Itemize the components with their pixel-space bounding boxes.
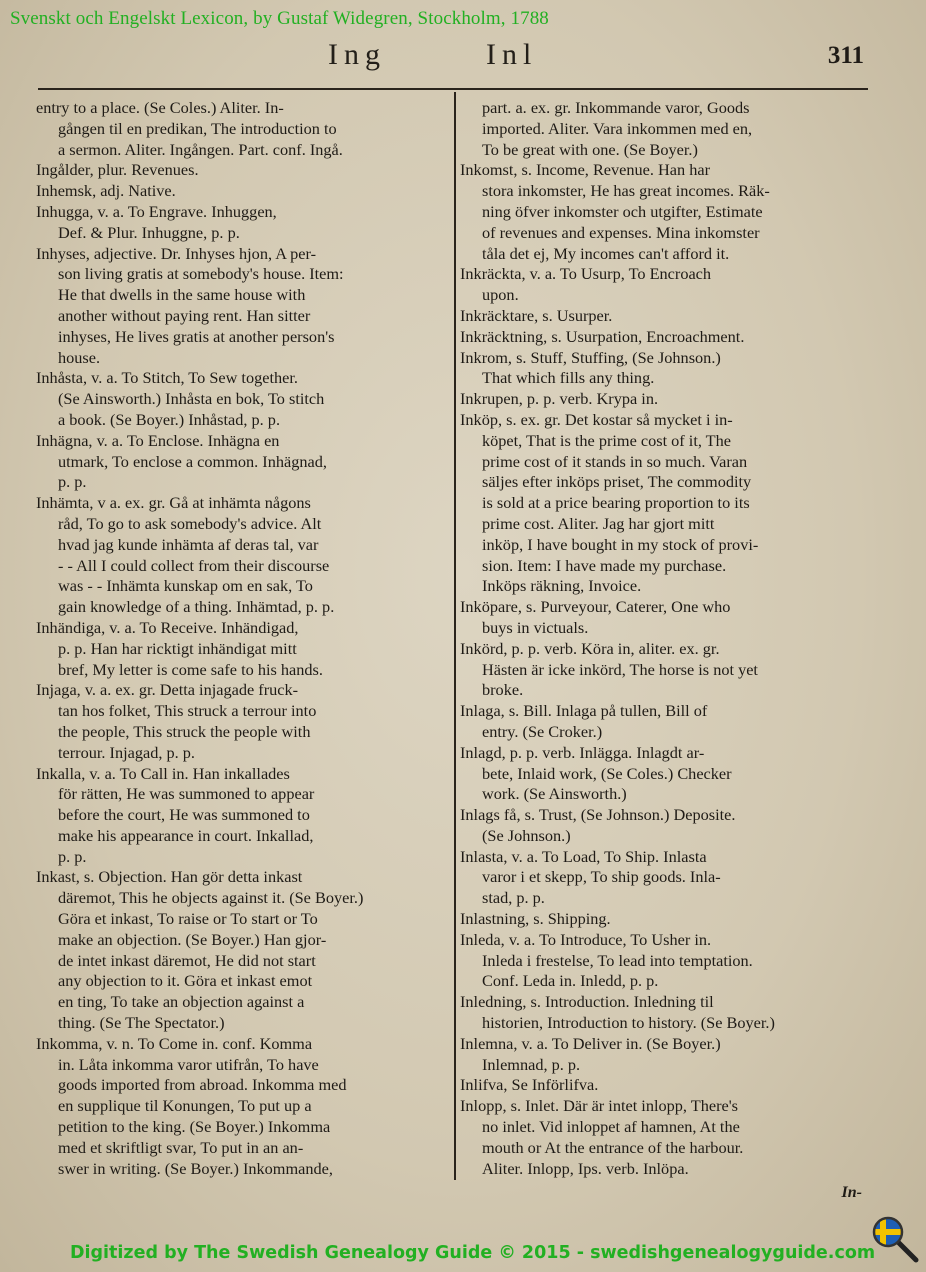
entry-line: prime cost. Aliter. Jag har gjort mitt — [482, 513, 715, 533]
entry-line: Inlemna, v. a. To Deliver in. (Se Boyer.) — [460, 1033, 721, 1053]
entry-line: Inkräcktning, s. Usurpation, Encroachment. — [460, 326, 745, 346]
entry-line: Inkalla, v. a. To Call in. Han inkallades — [36, 763, 290, 783]
entry-line: ning öfver inkomster och utgifter, Estimate — [482, 201, 763, 221]
entry-line: To be great with one. (Se Boyer.) — [482, 139, 698, 159]
entry-line: That which fills any thing. — [482, 368, 655, 388]
entry-line: of revenues and expenses. Mina inkomster — [482, 222, 760, 242]
entry-line: son living gratis at somebody's house. Item: — [58, 264, 344, 284]
entry-line: prime cost of it stands in so much. Varan — [482, 451, 748, 471]
entry-line: Aliter. Inlopp, Ips. verb. Inlöpa. — [482, 1158, 689, 1178]
left-column — [36, 98, 440, 1179]
entry-line: Inkrupen, p. p. verb. Krypa in. — [460, 389, 659, 409]
entry-line: was - - Inhämta kunskap om en sak, To — [58, 576, 313, 596]
entry-line: för rätten, He was summoned to appear — [58, 784, 315, 804]
entry-line: bref, My letter is come safe to his hands. — [58, 659, 323, 679]
entry-line: Inleda i frestelse, To lead into temptation. — [482, 950, 753, 970]
entry-line: in. Låta inkomma varor utifrån, To have — [58, 1054, 319, 1074]
entry-line: de intet inkast däremot, He did not start — [58, 950, 316, 970]
entry-line: Inkomma, v. n. To Come in. conf. Komma — [36, 1033, 313, 1053]
entry-line: Inlags få, s. Trust, (Se Johnson.) Deposite. — [460, 805, 736, 825]
entry-line: (Se Ainsworth.) Inhåsta en bok, To stitch — [58, 389, 325, 409]
entry-line: Inlopp, s. Inlet. Där är intet inlopp, There's — [460, 1096, 738, 1116]
entry-line: Inkast, s. Objection. Han gör detta inkast — [36, 867, 303, 887]
entry-line: no inlet. Vid inloppet af hamnen, At the — [482, 1117, 740, 1137]
entry-line: make his appearance in court. Inkallad, — [58, 825, 314, 845]
entry-line: Inleda, v. a. To Introduce, To Usher in. — [460, 929, 712, 949]
entry-line: Ingålder, plur. Revenues. — [36, 160, 199, 180]
running-head-right: Inl — [486, 38, 538, 71]
entry-line: Inlaga, s. Bill. Inlaga på tullen, Bill of — [460, 701, 708, 721]
entry-line: Inledning, s. Introduction. Inledning til — [460, 992, 714, 1012]
entry-line: swer in writing. (Se Boyer.) Inkommande, — [58, 1158, 333, 1178]
page-number: 311 — [827, 42, 864, 69]
entry-line: en ting, To take an objection against a — [58, 992, 305, 1012]
entry-line: Inlastning, s. Shipping. — [460, 909, 611, 929]
entry-line: Inhämta, v a. ex. gr. Gå at inhämta någons — [36, 493, 311, 513]
entry-line: entry to a place. (Se Coles.) Aliter. In- — [36, 98, 284, 117]
footer-watermark: Digitized by The Swedish Genealogy Guide © 2015 - swedishgenealogyguide.com — [70, 1243, 876, 1263]
entry-line: Inköpare, s. Purveyour, Caterer, One who — [460, 597, 731, 617]
entry-line: Hästen är icke inkörd, The horse is not yet — [482, 659, 758, 679]
entry-line: varor i et skepp, To ship goods. Inla- — [482, 867, 721, 887]
entry-line: Def. & Plur. Inhuggne, p. p. — [58, 222, 240, 242]
entry-line: Inkomst, s. Income, Revenue. Han har — [460, 160, 711, 180]
entry-line: Conf. Leda in. Inledd, p. p. — [482, 971, 659, 991]
entry-line: Göra et inkast, To raise or To start or To — [58, 909, 318, 929]
entry-line: goods imported from abroad. Inkomma med — [58, 1075, 347, 1095]
catchword: In- — [841, 1184, 862, 1201]
entry-line: Inköp, s. ex. gr. Det kostar så mycket i in- — [460, 409, 733, 429]
entry-line: inköp, I have bought in my stock of provi- — [482, 534, 759, 554]
entry-line: Inlifva, Se Införlifva. — [460, 1075, 599, 1095]
header-rule — [38, 88, 868, 90]
column-divider — [454, 92, 456, 1180]
entry-line: petition to the king. (Se Boyer.) Inkomma — [58, 1117, 331, 1137]
entry-line: before the court, He was summoned to — [58, 805, 310, 825]
entry-line: another without paying rent. Han sitter — [58, 305, 311, 325]
entry-line: Inhåsta, v. a. To Stitch, To Sew together. — [36, 368, 298, 388]
entry-line: historien, Introduction to history. (Se Boyer.) — [482, 1013, 775, 1033]
entry-line: work. (Se Ainsworth.) — [482, 784, 627, 804]
entry-line: gången til en predikan, The introduction to — [58, 118, 337, 138]
entry-line: house. — [58, 347, 101, 367]
entry-line: sion. Item: I have made my purchase. — [482, 555, 727, 575]
entry-line: Inköps räkning, Invoice. — [482, 576, 642, 596]
entry-line: part. a. ex. gr. Inkommande varor, Goods — [482, 98, 750, 117]
entry-line: med et skriftligt svar, To put in an an- — [58, 1137, 304, 1157]
entry-line: råd, To go to ask somebody's advice. Alt — [58, 513, 322, 533]
entry-line: entry. (Se Croker.) — [482, 721, 603, 741]
entry-line: - - All I could collect from their discourse — [58, 555, 330, 575]
entry-line: buys in victuals. — [482, 617, 589, 637]
entry-line: tåla det ej, My incomes can't afford it. — [482, 243, 730, 263]
entry-line: terrour. Injagad, p. p. — [58, 742, 195, 762]
entry-line: broke. — [482, 680, 524, 700]
entry-line: Inkräcktare, s. Usurper. — [460, 305, 613, 325]
entry-line: make an objection. (Se Boyer.) Han gjor- — [58, 929, 327, 949]
entry-line: Inkräckta, v. a. To Usurp, To Encroach — [460, 264, 712, 284]
entry-line: gain knowledge of a thing. Inhämtad, p. p. — [58, 597, 335, 617]
entry-line: stad, p. p. — [482, 888, 545, 908]
entry-line: thing. (Se The Spectator.) — [58, 1013, 225, 1033]
running-head-left: Ing — [328, 38, 386, 71]
entry-line: Inhyses, adjective. Dr. Inhyses hjon, A per- — [36, 243, 317, 263]
entry-line: (Se Johnson.) — [482, 825, 571, 845]
entry-line: Inlemnad, p. p. — [482, 1054, 581, 1074]
entry-line: Inhemsk, adj. Native. — [36, 181, 176, 201]
entry-line: upon. — [482, 285, 519, 305]
entry-line: mouth or At the entrance of the harbour. — [482, 1137, 744, 1157]
entry-line: köpet, That is the prime cost of it, The — [482, 430, 731, 450]
entry-line: p. p. — [58, 846, 87, 866]
entry-line: säljes efter inköps priset, The commodity — [482, 472, 752, 492]
entry-line: any objection to it. Göra et inkast emot — [58, 971, 313, 991]
entry-line: hvad jag kunde inhämta af deras tal, var — [58, 534, 319, 554]
entry-line: däremot, This he objects against it. (Se Boyer.) — [58, 888, 364, 908]
entry-line: is sold at a price bearing proportion to its — [482, 493, 750, 513]
entry-line: Inlasta, v. a. To Load, To Ship. Inlasta — [460, 846, 707, 866]
entry-line: the people, This struck the people with — [58, 721, 311, 741]
swedish-flag-magnifier-icon — [868, 1212, 922, 1266]
entry-line: p. p. Han har ricktigt inhändigat mitt — [58, 638, 297, 658]
entry-line: Inhägna, v. a. To Enclose. Inhägna en — [36, 430, 280, 450]
entry-line: Inkörd, p. p. verb. Köra in, aliter. ex. gr. — [460, 638, 720, 658]
entry-line: Inhugga, v. a. To Engrave. Inhuggen, — [36, 201, 277, 221]
entry-line: He that dwells in the same house with — [58, 285, 306, 305]
entry-line: tan hos folket, This struck a terrour into — [58, 701, 317, 721]
entry-line: imported. Aliter. Vara inkommen med en, — [482, 118, 753, 138]
entry-line: en supplique til Konungen, To put up a — [58, 1096, 312, 1116]
right-column — [460, 98, 866, 1179]
entry-line: bete, Inlaid work, (Se Coles.) Checker — [482, 763, 732, 783]
entry-line: stora inkomster, He has great incomes. Räk- — [482, 181, 770, 201]
entry-line: p. p. — [58, 472, 87, 492]
entry-line: Inhändiga, v. a. To Receive. Inhändigad, — [36, 617, 299, 637]
entry-line: inhyses, He lives gratis at another person's — [58, 326, 335, 346]
entry-line: Injaga, v. a. ex. gr. Detta injagade fruck- — [36, 680, 299, 700]
entry-line: Inlagd, p. p. verb. Inlägga. Inlagdt ar- — [460, 742, 705, 762]
entry-line: a book. (Se Boyer.) Inhåstad, p. p. — [58, 409, 281, 429]
entry-line: a sermon. Aliter. Ingången. Part. conf. Ingå. — [58, 139, 343, 159]
header-watermark: Svenskt och Engelskt Lexicon, by Gustaf Widegren, Stockholm, 1788 — [10, 8, 549, 29]
entry-line: Inkrom, s. Stuff, Stuffing, (Se Johnson.) — [460, 347, 721, 367]
entry-line: utmark, To enclose a common. Inhägnad, — [58, 451, 327, 471]
